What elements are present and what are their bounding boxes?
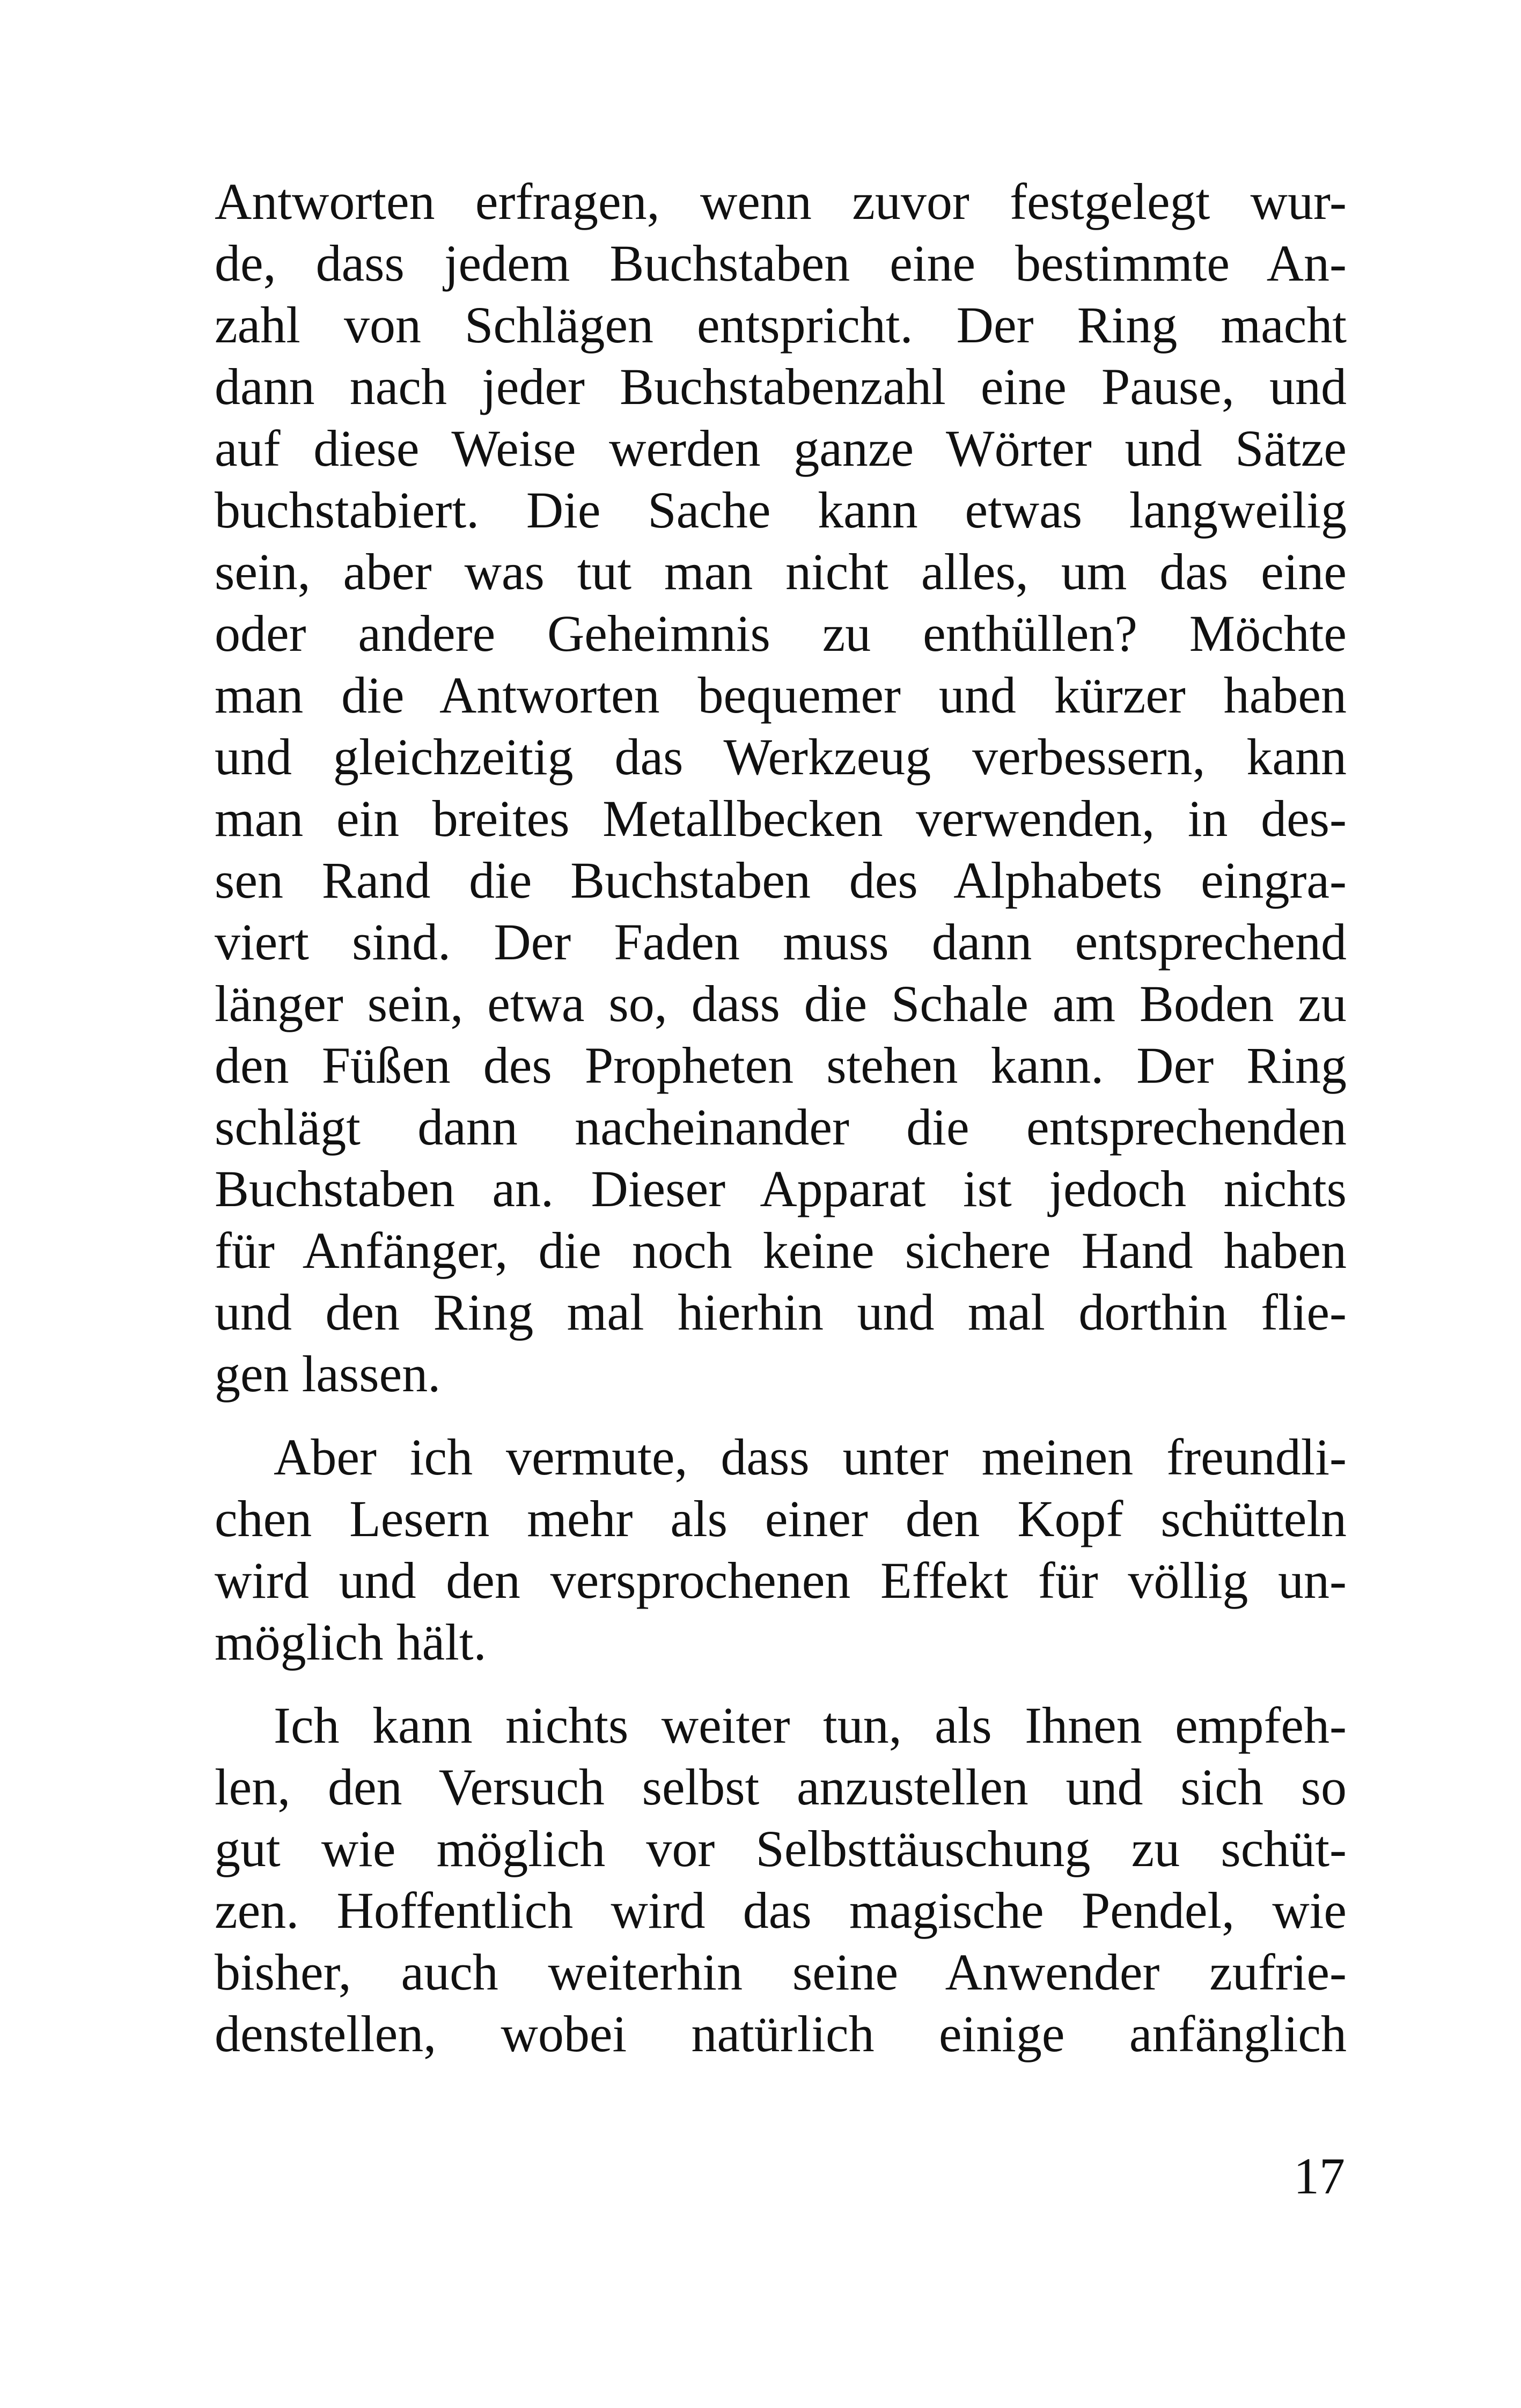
text-line: len, den Versuch selbst anzustellen und sich so [215, 1758, 1347, 1816]
paragraph [215, 171, 1347, 1405]
text-line: gut wie möglich vor Selbsttäuschung zu schüt- [215, 1820, 1347, 1877]
text-line: chen Lesern mehr als einer den Kopf schütteln [215, 1490, 1347, 1547]
text-line: länger sein, etwa so, dass die Schale am Boden zu [215, 975, 1347, 1032]
text-line: möglich hält. [215, 1613, 487, 1671]
text-line: dann nach jeder Buchstabenzahl eine Pause, und [215, 358, 1347, 415]
text-line: gen lassen. [215, 1345, 441, 1403]
text-line: zahl von Schlägen entspricht. Der Ring macht [215, 296, 1347, 354]
text-line: buchstabiert. Die Sache kann etwas langweilig [215, 481, 1347, 539]
text-line: Antworten erfragen, wenn zuvor festgelegt wur- [215, 173, 1347, 230]
text-line: man ein breites Metallbecken verwenden, in des- [215, 790, 1347, 847]
text-line: sein, aber was tut man nicht alles, um das eine [215, 543, 1347, 600]
text-line: und gleichzeitig das Werkzeug verbessern, kann [215, 728, 1347, 785]
text-line: wird und den versprochenen Effekt für völlig un- [215, 1552, 1347, 1609]
text-line: schlägt dann nacheinander die entsprechenden [215, 1098, 1347, 1156]
text-line: denstellen, wobei natürlich einige anfänglich [215, 2005, 1347, 2062]
text-line: zen. Hoffentlich wird das magische Pendel, wie [215, 1882, 1347, 1939]
paragraph [215, 1426, 1347, 1673]
text-line: Aber ich vermute, dass unter meinen freundli- [274, 1428, 1347, 1486]
text-line: oder andere Geheimnis zu enthüllen? Möchte [215, 605, 1347, 662]
text-line: auf diese Weise werden ganze Wörter und Sätze [215, 420, 1347, 477]
page-number: 17 [1294, 2147, 1345, 2205]
text-line: Ich kann nichts weiter tun, als Ihnen empfeh- [274, 1697, 1347, 1754]
paragraph-gap [215, 1405, 1347, 1426]
text-line: und den Ring mal hierhin und mal dorthin flie- [215, 1283, 1347, 1341]
text-line: für Anfänger, die noch keine sichere Hand haben [215, 1222, 1347, 1279]
text-line: bisher, auch weiterhin seine Anwender zufrie- [215, 1943, 1347, 2001]
text-line: sen Rand die Buchstaben des Alphabets eingra- [215, 851, 1347, 909]
text-line: den Füßen des Propheten stehen kann. Der Ring [215, 1037, 1347, 1094]
paragraph [215, 1694, 1347, 2065]
text-line: man die Antworten bequemer und kürzer haben [215, 666, 1347, 724]
text-line: Buchstaben an. Dieser Apparat ist jedoch nichts [215, 1160, 1347, 1217]
body-text [215, 171, 1347, 2065]
text-line: viert sind. Der Faden muss dann entsprechend [215, 913, 1347, 971]
paragraph-gap [215, 1673, 1347, 1694]
text-line: de, dass jedem Buchstaben eine bestimmte An- [215, 234, 1347, 292]
